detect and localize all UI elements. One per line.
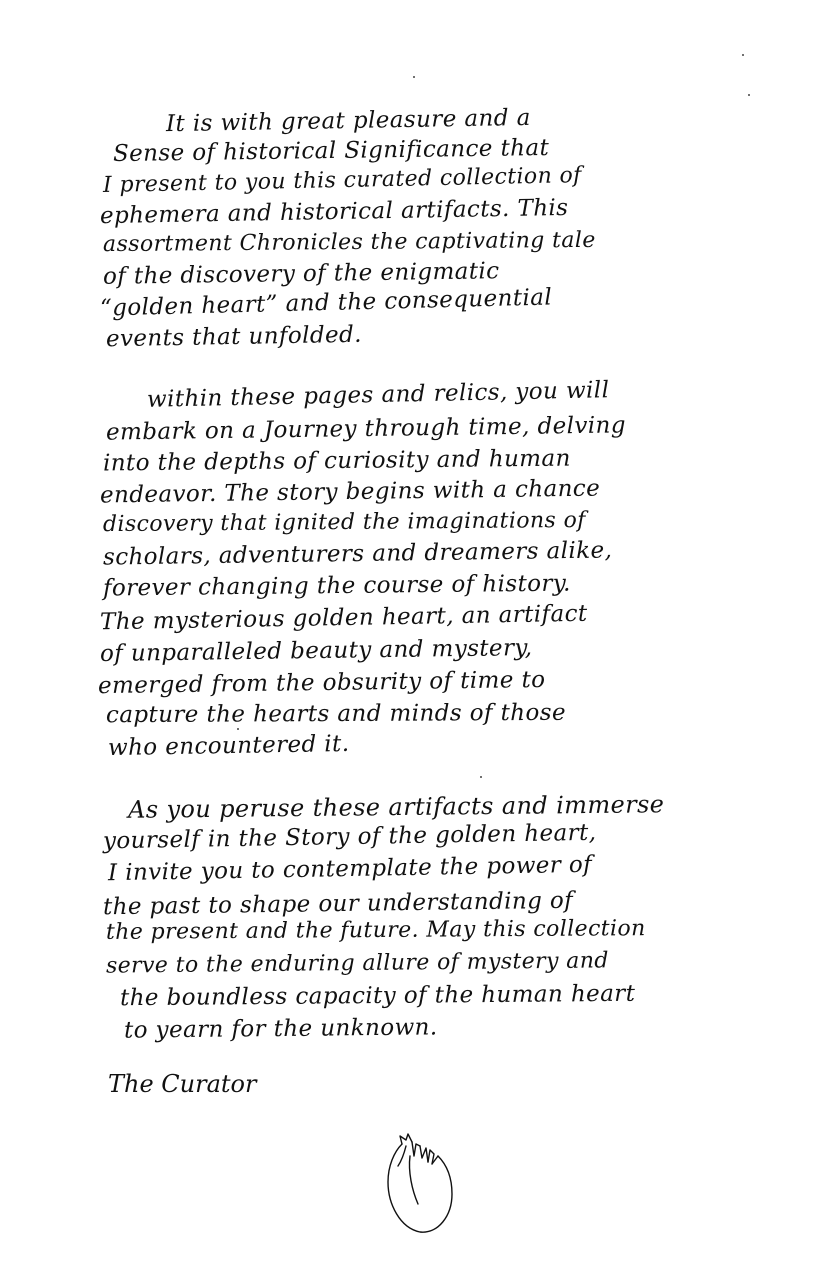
paragraph-2-line: within these pages and relics, you will [146, 377, 610, 413]
paragraph-2-line: into the depths of curiosity and human [102, 445, 571, 477]
paragraph-1-line: It is with great pleasure and a [165, 104, 531, 138]
paragraph-1-line: Sense of historical Significance that [112, 134, 550, 168]
paragraph-3-line: the boundless capacity of the human heart [119, 980, 636, 1012]
paragraph-1-line: “golden heart” and the consequential [99, 284, 553, 322]
paragraph-3-line: As you peruse these artifacts and immerse [127, 790, 665, 824]
paragraph-2-line: capture the hearts and minds of those [105, 699, 566, 729]
paragraph-3-line: serve to the enduring allure of mystery and [105, 948, 609, 979]
paragraph-2-line: of unparalleled beauty and mystery, [99, 634, 533, 668]
scan-speck [742, 54, 744, 56]
paragraph-2-line: who encountered it. [107, 730, 350, 762]
paragraph-1-line: ephemera and historical artifacts. This [99, 194, 569, 230]
anatomical-heart-icon [380, 1132, 460, 1236]
signature: The Curator [108, 1070, 257, 1098]
paragraph-2-line: endeavor. The story begins with a chance [99, 475, 601, 509]
paragraph-2-line: forever changing the course of history. [102, 570, 571, 602]
paragraph-1-line: events that unfolded. [105, 321, 363, 353]
paragraph-2-line: emerged from the obsurity of time to [97, 666, 546, 700]
paragraph-3-line: the past to shape our understanding of [102, 887, 574, 921]
scan-speck [413, 76, 415, 78]
scan-speck [748, 94, 750, 96]
paragraph-2-line: embark on a Journey through time, delving [105, 412, 627, 446]
paragraph-1-line: assortment Chronicles the captivating tale [102, 227, 596, 258]
paragraph-2-line: discovery that ignited the imaginations of [102, 507, 586, 538]
paragraph-2-line: The mysterious golden heart, an artifact [99, 600, 588, 636]
paragraph-2-line: scholars, adventurers and dreamers alike, [102, 537, 613, 571]
scan-speck [237, 728, 239, 730]
paragraph-1-line: I present to you this curated collection of [102, 162, 582, 199]
paragraph-1-line: of the discovery of the enigmatic [102, 258, 500, 290]
scan-speck [480, 776, 482, 778]
paragraph-3-line: yourself in the Story of the golden heart, [102, 819, 597, 855]
paragraph-3-line: to yearn for the unknown. [123, 1014, 438, 1044]
paragraph-3-line: the present and the future. May this collection [105, 916, 646, 945]
paragraph-3-line: I invite you to contemplate the power of [107, 851, 593, 887]
